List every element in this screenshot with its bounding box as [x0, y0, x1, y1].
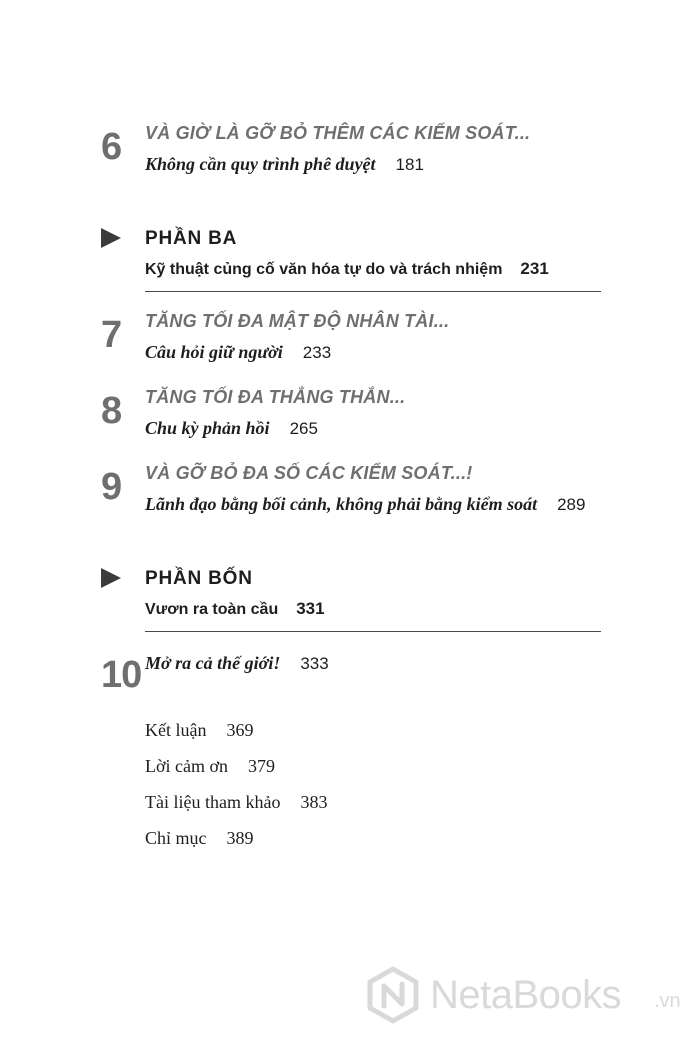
page-number: 181 — [395, 155, 424, 174]
netabooks-logo-icon — [364, 966, 422, 1024]
divider — [145, 291, 601, 292]
back-matter-entry[interactable] — [145, 829, 254, 849]
chapter-subtitle: Câu hỏi giữ người — [145, 342, 283, 362]
chapter-subtitle: Mở ra cả thế giới! — [145, 653, 281, 673]
part-entry[interactable] — [145, 600, 325, 619]
page-number: 233 — [302, 343, 332, 362]
back-matter-entry[interactable] — [145, 721, 253, 741]
part-entry[interactable] — [145, 260, 549, 279]
part-subtitle: Kỹ thuật củng cố văn hóa tự do và trách nhiệm — [145, 261, 503, 278]
divider — [145, 631, 601, 632]
chapter-entry[interactable] — [145, 155, 424, 175]
chapter-heading: TĂNG TỐI ĐA THẲNG THẮN... — [145, 387, 406, 407]
part-arrow-icon — [101, 568, 121, 588]
chapter-entry[interactable] — [145, 654, 329, 674]
back-matter-label: Kết luận — [145, 720, 207, 740]
page-number: 389 — [226, 828, 254, 848]
page-number: 265 — [289, 419, 318, 438]
back-matter-entry[interactable] — [145, 793, 327, 813]
chapter-heading: VÀ GIỜ LÀ GỠ BỎ THÊM CÁC KIỂM SOÁT... — [145, 123, 531, 143]
page-number: 369 — [226, 720, 254, 740]
chapter-heading: VÀ GỠ BỎ ĐA SỐ CÁC KIỂM SOÁT...! — [145, 463, 473, 483]
chapter-subtitle: Không cần quy trình phê duyệt — [145, 154, 376, 174]
watermark-brand: NetaBooks — [430, 973, 622, 1017]
part-title: PHẦN BỐN — [145, 568, 253, 589]
chapter-number: 10 — [101, 654, 142, 696]
chapter-number: 8 — [101, 390, 122, 432]
chapter-number: 6 — [101, 126, 122, 168]
chapter-subtitle: Lãnh đạo bằng bối cảnh, không phải bằng kiểm soát — [145, 494, 538, 514]
page-number: 379 — [248, 756, 276, 776]
part-title: PHẦN BA — [145, 228, 238, 249]
chapter-entry[interactable] — [145, 495, 585, 515]
chapter-heading: TĂNG TỐI ĐA MẬT ĐỘ NHÂN TÀI... — [145, 311, 450, 331]
back-matter-label: Tài liệu tham khảo — [145, 792, 281, 812]
page-number: 231 — [520, 259, 549, 278]
watermark-suffix: .vn — [654, 990, 681, 1012]
back-matter-entry[interactable] — [145, 757, 275, 777]
page-number: 333 — [300, 654, 329, 673]
back-matter-label: Lời cảm ơn — [145, 756, 229, 776]
part-arrow-icon — [101, 228, 121, 248]
part-subtitle: Vươn ra toàn cầu — [145, 601, 279, 618]
page-number: 331 — [296, 599, 325, 618]
page-number: 289 — [557, 495, 586, 514]
back-matter-label: Chỉ mục — [145, 828, 207, 848]
chapter-number: 9 — [101, 466, 122, 508]
chapter-number: 7 — [101, 314, 122, 356]
page-number: 383 — [300, 792, 328, 812]
chapter-subtitle: Chu kỳ phản hồi — [145, 418, 270, 438]
chapter-entry[interactable] — [145, 419, 318, 439]
watermark — [364, 966, 694, 1026]
chapter-entry[interactable] — [145, 343, 331, 363]
